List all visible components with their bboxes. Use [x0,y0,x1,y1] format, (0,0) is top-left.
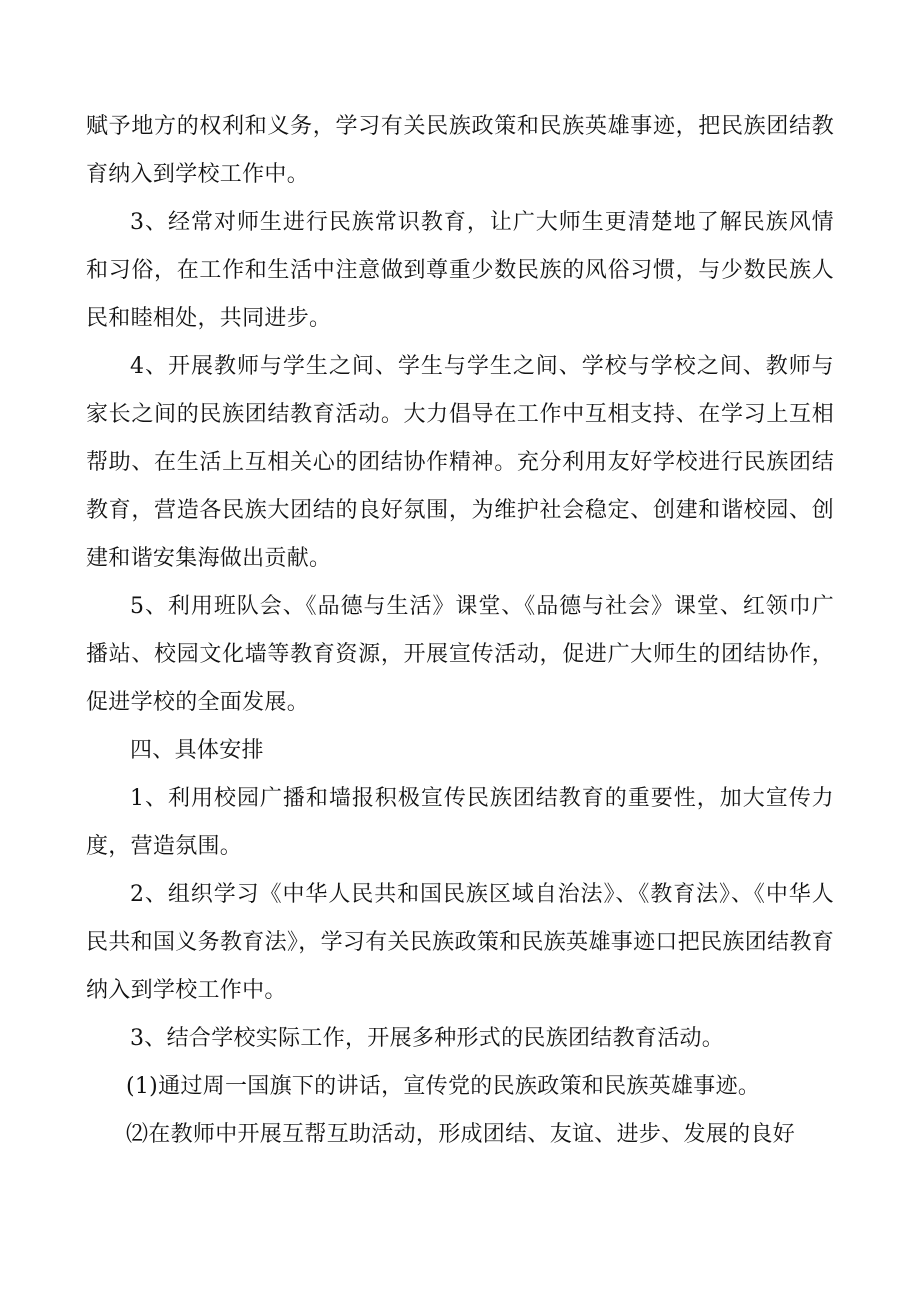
paragraph-arrangement-1: 1、利用校园广播和墙报积极宣传民族团结教育的重要性，加大宣传力度，营造氛围。 [86,786,834,859]
paragraph-item-5-propaganda: 5、利用班队会、《品德与生活》课堂、《品德与社会》课堂、红领巾广播站、校园文化墙等教育资源，开展宣传活动，促进广大师生的团结协作，促进学校的全面发展。 [86,594,834,715]
paragraph-item-4-unity-activities: 4、开展教师与学生之间、学生与学生之间、学校与学校之间、教师与家长之间的民族团结教育活动。大力倡导在工作中互相支持、在学习上互相帮助、在生活上互相关心的团结协作精神。充分利用友好学校进行民族团结教育，营造各民族大团结的良好氛围，为维护社会稳定、创建和谐校园、创建和谐安集海做出贡献。 [86,354,834,571]
document-page [86,103,834,1159]
paragraph-arrangement-3: 3、结合学校实际工作，开展多种形式的民族团结教育活动。 [130,1026,725,1051]
paragraph-sub-item-2: ⑵在教师中开展互帮互助活动，形成团结、友谊、进步、发展的良好 [126,1122,796,1147]
paragraph-arrangement-2: 2、组织学习《中华人民共和国民族区域自治法》、《教育法》、《中华人民共和国义务教育法》，学习有关民族政策和民族英雄事迹口把民族团结教育纳入到学校工作中。 [86,882,834,1003]
section-heading-arrangement: 四、具体安排 [130,738,264,763]
paragraph-sub-item-1: (1)通过周一国旗下的讲话，宣传党的民族政策和民族英雄事迹。 [126,1074,761,1099]
paragraph-continuation: 赋予地方的权利和义务，学习有关民族政策和民族英雄事迹，把民族团结教育纳入到学校工作中。 [86,114,834,187]
paragraph-item-3-ethnic-knowledge: 3、经常对师生进行民族常识教育，让广大师生更清楚地了解民族风情和习俗，在工作和生活中注意做到尊重少数民族的风俗习惯，与少数民族人民和睦相处，共同进步。 [86,210,834,331]
